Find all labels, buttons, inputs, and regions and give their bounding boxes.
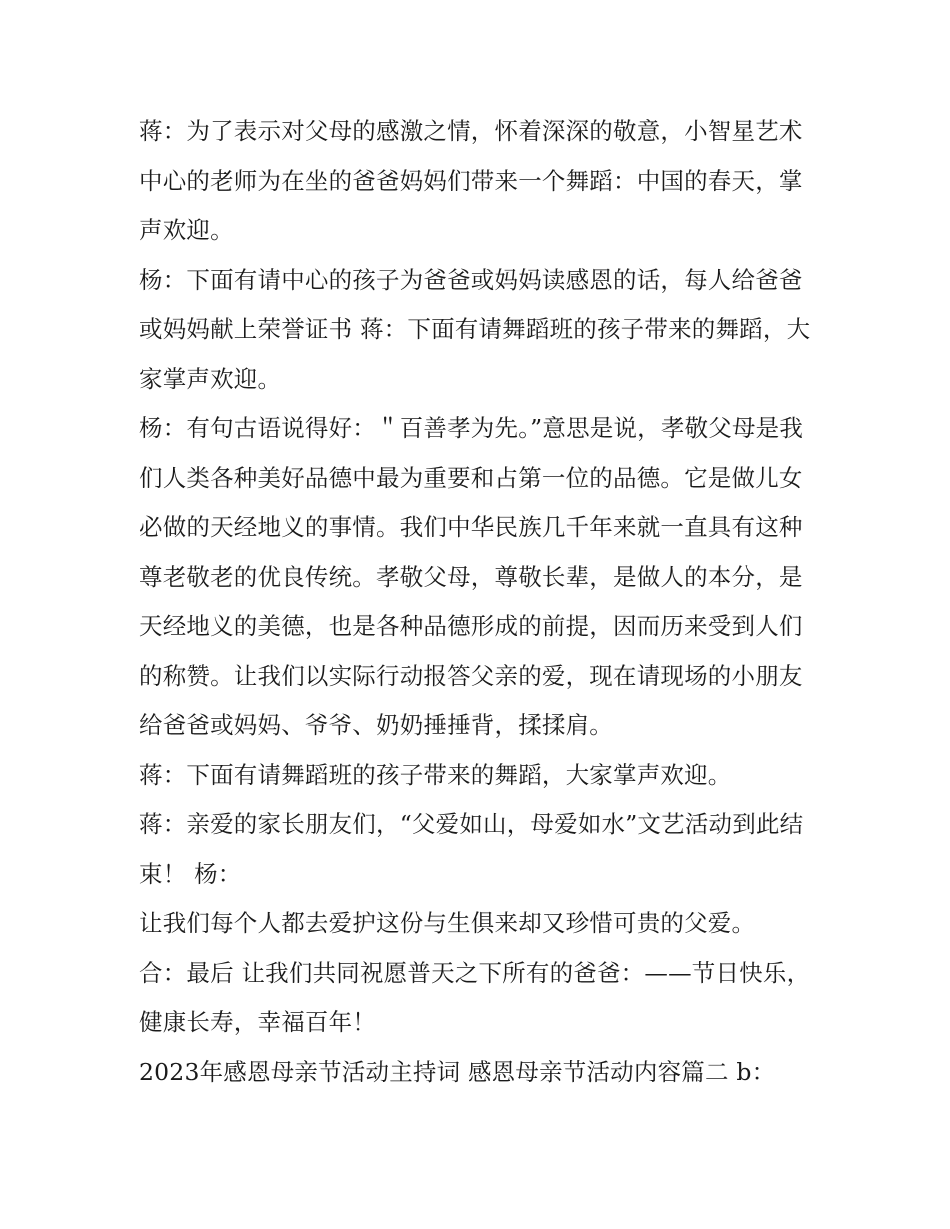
document-body (139, 107, 819, 1097)
paragraph-2: 杨：下面有请中心的孩子为爸爸或妈妈读感恩的话，每人给爸爸或妈妈献上荣誉证书 蒋：下面有请舞蹈班的孩子带来的舞蹈，大家掌声欢迎。 (139, 265, 811, 393)
paragraph-5: 蒋：亲爱的家长朋友们，“父爱如山，母爱如水”文艺活动到此结束！ 杨： (139, 810, 804, 888)
paragraph-7: 合：最后 让我们共同祝愿普天之下所有的爸爸：——节日快乐，健康长寿，幸福百年！ (139, 958, 811, 1036)
paragraph-1: 蒋：为了表示对父母的感激之情，怀着深深的敬意，小智星艺术中心的老师为在坐的爸爸妈妈们带来一个舞蹈：中国的春天，掌声欢迎。 (139, 117, 803, 244)
paragraph-8: 2023年感恩母亲节活动主持词 感恩母亲节活动内容篇二 b： (139, 1057, 776, 1086)
paragraph-6: 让我们每个人都去爱护这份与生俱来却又珍惜可贵的父爱。 (139, 909, 756, 937)
paragraph-4: 蒋：下面有请舞蹈班的孩子带来的舞蹈，大家掌声欢迎。 (139, 760, 732, 789)
paragraph-3: 杨：有句古语说得好：＂百善孝为先。”意思是说，孝敬父母是我们人类各种美好品德中最为重要和占第一位的品德。它是做儿女必做的天经地义的事情。我们中华民族几千年来就一直具有这种尊老敬老的优良传统。孝敬父母，尊敬长辈，是做人的本分，是天经地义的美德，也是各种品德形成的前提，因而历来受到人们的称赞。让我们以实际行动报答父亲的爱，现在请现场的小朋友给爸爸或妈妈、爷爷、奶奶捶捶背，揉揉肩。 (139, 414, 804, 739)
